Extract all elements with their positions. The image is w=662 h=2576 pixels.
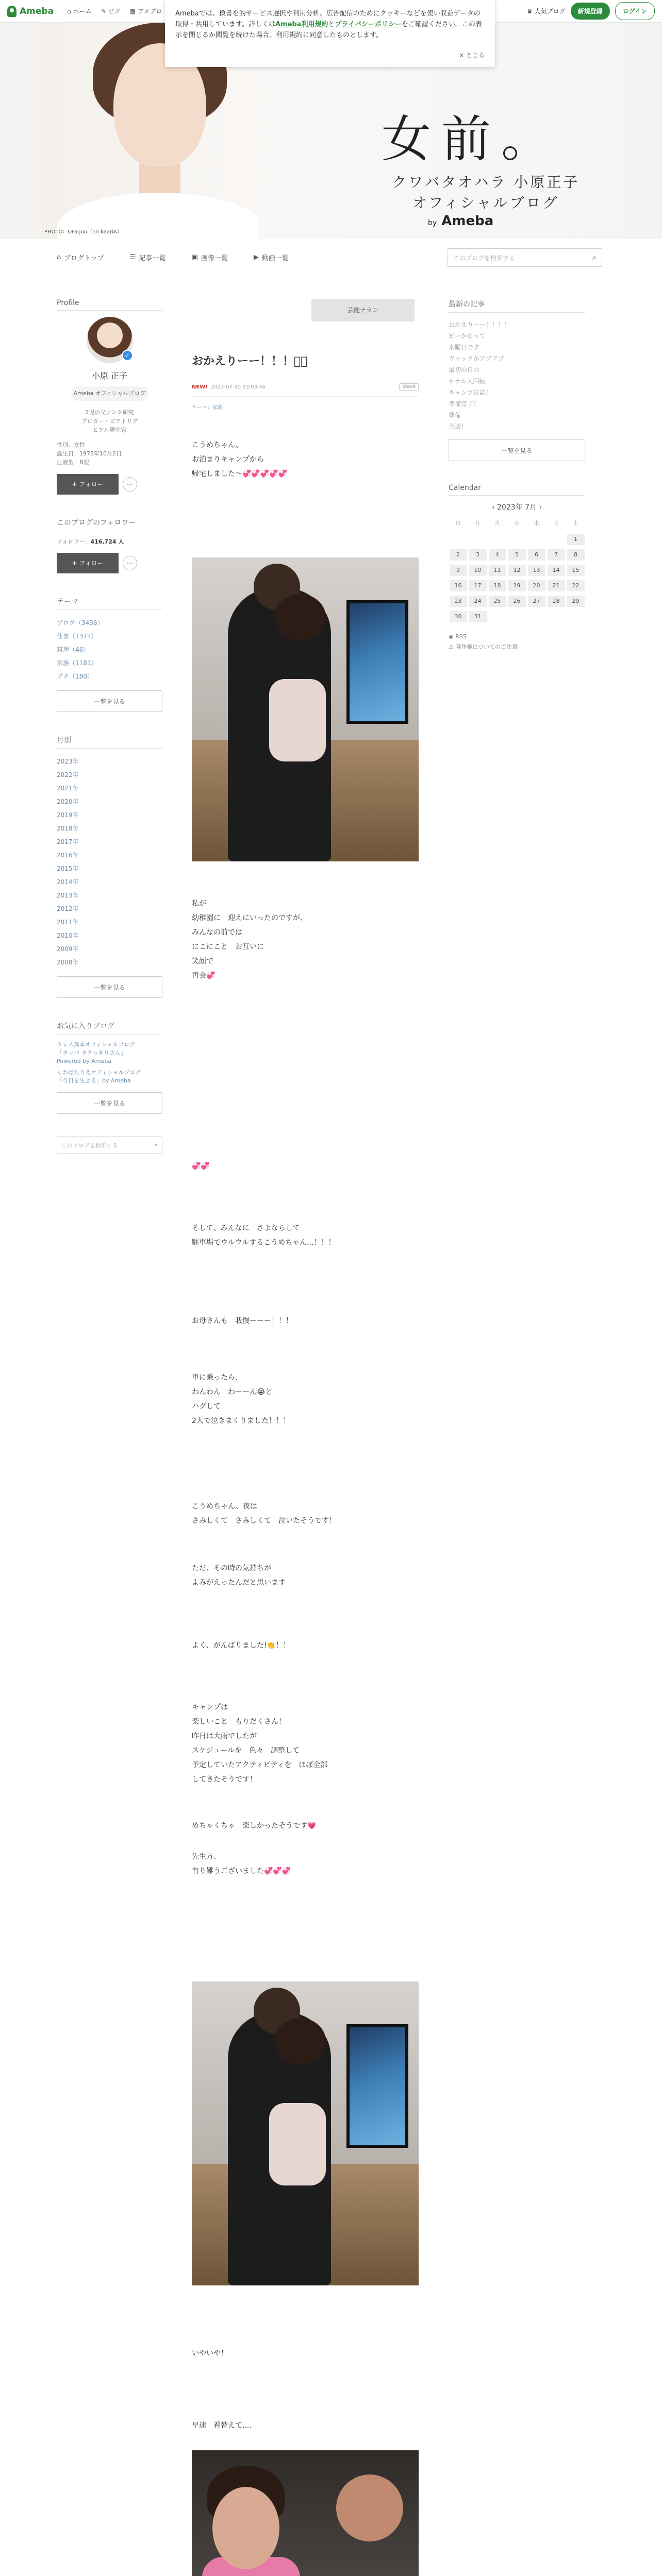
share-button[interactable]: Share xyxy=(399,383,419,391)
warning-icon: ⚠ xyxy=(449,643,456,650)
official-badge: Ameba オフィシャルブログ xyxy=(71,386,148,401)
calendar-day[interactable]: 20 xyxy=(528,580,545,591)
recent-link[interactable]: 水曜日です xyxy=(449,344,480,351)
profile-meta: 性別：女性 誕生日：1975年10月2日 血液型：B型 xyxy=(57,442,122,466)
archive-link[interactable]: 2016年 xyxy=(57,852,79,859)
calendar-day[interactable]: 7 xyxy=(548,549,565,561)
archive-link[interactable]: 2019年 xyxy=(57,811,79,819)
followers-heading: このブログのフォロワー xyxy=(57,517,162,531)
calendar-dow: 月 xyxy=(475,521,481,527)
calendar-day[interactable]: 29 xyxy=(567,596,585,607)
calendar-day[interactable]: 11 xyxy=(489,565,506,576)
theme-link[interactable]: 仕事（1371） xyxy=(57,633,97,640)
blog-top-link[interactable]: ⌂ ブログトップ xyxy=(57,253,104,262)
home-icon: ⌂ xyxy=(67,7,71,15)
archive-more-button[interactable]: 一覧を見る xyxy=(57,976,162,998)
archive-link[interactable]: 2011年 xyxy=(57,919,79,926)
post-text-block: お母さんも 我慢ーーー！！！ xyxy=(192,1317,293,1325)
archive-link[interactable]: 2020年 xyxy=(57,798,79,805)
search-icon[interactable]: ⌕ xyxy=(592,253,597,262)
archive-link[interactable]: 2015年 xyxy=(57,865,79,872)
recent-more-button[interactable]: 一覧を見る xyxy=(449,439,585,461)
archive-link[interactable]: 2012年 xyxy=(57,905,79,912)
post-text-block: こうめちゃん、 お泊まりキャンプから 帰宅しました〜💞💞💞💞💞 xyxy=(192,441,288,478)
calendar-day[interactable]: 13 xyxy=(528,565,545,576)
post-title[interactable]: おかえりーー！！！！🏾 xyxy=(192,355,308,368)
calendar-day xyxy=(508,611,526,622)
calendar-day[interactable]: 17 xyxy=(469,580,487,591)
calendar-heading: Calendar xyxy=(449,484,585,496)
calendar-day xyxy=(489,534,506,545)
calendar-day[interactable]: 1 xyxy=(567,534,585,545)
calendar-day xyxy=(548,611,565,622)
calendar-day[interactable]: 22 xyxy=(567,580,585,591)
calendar-dow: 日 xyxy=(455,521,461,527)
calendar-day xyxy=(508,534,526,545)
post-date: 2023-07-30 23:03:46 xyxy=(210,384,266,390)
more-options-icon[interactable]: ⋯ xyxy=(123,556,137,570)
calendar-day[interactable]: 10 xyxy=(469,565,487,576)
calendar-day[interactable]: 9 xyxy=(450,565,467,576)
image-list-link[interactable]: ▣ 画像一覧 xyxy=(191,253,228,262)
photo-credit: PHOTO：OFaguu（nn kaoriA） xyxy=(44,229,122,235)
archive-link[interactable]: 2008年 xyxy=(57,959,79,966)
recent-link[interactable]: ピーかなって xyxy=(449,332,486,340)
recent-link[interactable]: 準備完了！ xyxy=(449,400,480,408)
calendar-day[interactable]: 28 xyxy=(548,596,565,607)
calendar-day xyxy=(469,534,487,545)
ameba-logo[interactable] xyxy=(7,6,54,17)
cookie-close-button[interactable]: × とじる xyxy=(459,52,485,59)
archive-link[interactable]: 2013年 xyxy=(57,892,79,899)
post-photo[interactable] xyxy=(192,2450,419,2576)
next-month-icon[interactable]: › xyxy=(537,503,542,512)
signup-button[interactable]: 新規登録 xyxy=(571,3,610,20)
recent-heading: 最新の記事 xyxy=(449,299,585,313)
blog-nav xyxy=(0,239,662,276)
archive-link[interactable]: 2017年 xyxy=(57,838,79,845)
archive-list xyxy=(57,755,162,969)
post-photo[interactable] xyxy=(192,557,419,861)
theme-link[interactable]: 料理（46） xyxy=(57,646,90,653)
account-area xyxy=(527,2,655,20)
calendar-day xyxy=(489,611,506,622)
calendar-day[interactable]: 25 xyxy=(489,596,506,607)
calendar-day[interactable]: 19 xyxy=(508,580,526,591)
theme-link[interactable]: プチ（180） xyxy=(57,673,93,680)
post-text-block: 早速 着替えて.... xyxy=(192,2421,252,2430)
themes-heading: テーマ xyxy=(57,596,162,610)
calendar-day[interactable]: 23 xyxy=(450,596,467,607)
follow-button-2[interactable]: + フォロー xyxy=(57,553,119,573)
logo-text: Ameba xyxy=(20,6,54,16)
archive-link[interactable]: 2021年 xyxy=(57,785,79,792)
calendar-day[interactable]: 5 xyxy=(508,549,526,561)
rss-block xyxy=(449,632,585,652)
calendar-day[interactable]: 4 xyxy=(489,549,506,561)
recent-link[interactable]: キャンプ日誌！ xyxy=(449,389,492,396)
calendar-day[interactable]: 24 xyxy=(469,596,487,607)
post-meta xyxy=(192,384,419,397)
calendar-grid xyxy=(449,518,585,622)
calendar-day[interactable]: 8 xyxy=(567,549,585,561)
post-text-block: よく、がんばりました!👏！！ xyxy=(192,1641,290,1650)
post-text-block: こうめちゃん、夜は さみしくて さみしくて 泣いたそうです！ xyxy=(192,1502,336,1525)
post-text-block: ただ、その時の気持ちが よみがえったんだと思います xyxy=(192,1564,286,1587)
profile-name[interactable]: 小原 正子 xyxy=(91,371,128,381)
calendar-day xyxy=(528,611,545,622)
avatar[interactable] xyxy=(87,317,133,363)
follow-button[interactable]: + フォロー xyxy=(57,474,119,495)
calendar-month: ‹ 2023年 7月 › xyxy=(491,503,542,512)
ameba-logo-icon xyxy=(7,6,16,17)
calendar-day xyxy=(567,611,585,622)
theme-link[interactable]: 家族（1181） xyxy=(57,659,97,667)
post-text-block: 💞💞 xyxy=(192,1162,210,1171)
calendar-day xyxy=(450,534,467,545)
favorites-heading: お気に入りブログ xyxy=(57,1021,162,1035)
calendar-day[interactable]: 30 xyxy=(450,611,467,622)
calendar-day[interactable]: 2 xyxy=(450,549,467,561)
by-ameba: by Ameba xyxy=(428,213,494,229)
calendar-day[interactable]: 14 xyxy=(548,565,565,576)
blog-subtitle: クワバタオハラ 小原正子 xyxy=(392,174,580,191)
post-text-block: 車に乗ったら、 わんわん わーーん😭と ハグして 2人で泣きまくりました！！！ xyxy=(192,1374,290,1425)
verified-icon: ✓ xyxy=(122,350,133,361)
calendar-day[interactable]: 6 xyxy=(528,549,545,561)
pen-icon: ✎ xyxy=(101,7,106,15)
post-photo[interactable] xyxy=(192,1981,419,2285)
post-text-block: そして、みんなに さよならして 駐車場でウルウルするこうめちゃん...！！！ xyxy=(192,1224,336,1247)
app-icon: ▦ xyxy=(129,7,136,15)
favorite-blog-link[interactable]: くわばたりえオフィシャルブログ 「今日を生きる」by Ameba xyxy=(57,1069,141,1084)
calendar-day[interactable]: 21 xyxy=(548,580,565,591)
calendar-day[interactable]: 15 xyxy=(567,565,585,576)
recent-link[interactable]: 最初の日の xyxy=(449,366,480,374)
favorite-blog-link[interactable]: タレス真本オフィシャルブログ 「タッパ タクっきりさん」 Powered by Ameba xyxy=(57,1041,136,1064)
theme-button[interactable]: 芸能ナラン xyxy=(311,299,415,321)
theme-link[interactable]: ブログ（3436） xyxy=(57,619,104,626)
recent-link[interactable]: 今週！ xyxy=(449,423,468,430)
archive-link[interactable]: 2022年 xyxy=(57,771,79,778)
archive-heading: 月別 xyxy=(57,735,162,749)
themes-more-button[interactable]: 一覧を見る xyxy=(57,690,162,712)
nav-pigg[interactable]: ✎ ピグ xyxy=(101,7,121,15)
global-nav xyxy=(67,7,162,15)
image-icon: ▣ xyxy=(191,253,198,261)
archive-link[interactable]: 2023年 xyxy=(57,758,79,765)
left-sidebar xyxy=(57,299,162,1154)
post-text-block: 先生方、 有り難うございました💞💞💞 xyxy=(192,1853,291,1875)
new-badge: NEW! xyxy=(192,384,208,390)
calendar-day[interactable]: 26 xyxy=(508,596,526,607)
post-text-block: めちゃくちゃ 楽しかったそうです💗 xyxy=(192,1822,317,1830)
search-icon[interactable]: ⌕ xyxy=(154,1142,158,1148)
home-icon: ⌂ xyxy=(57,253,61,261)
calendar-dow: 水 xyxy=(514,521,520,527)
calendar-day[interactable]: 16 xyxy=(450,580,467,591)
nav-amepro[interactable]: ▦ アメプロ xyxy=(129,7,162,15)
copyright-link[interactable]: ⚠ 著作権についてのご注意 xyxy=(449,643,518,650)
cookie-notice: Amebaでは、換書を的サービス選択や利用分析、広告配信のためにクッキーなどを使い収益データの取得・共用しています。詳しくはAmeba利用規約とプライバシーポリシーをご確認ください。この表示を閉じるか閲覧を続けた場合、利用規約に同意したものとします。 × とじる xyxy=(165,0,495,67)
favorites-more-button[interactable]: 一覧を見る xyxy=(57,1092,162,1114)
post-text-block: いやいや！ xyxy=(192,2349,228,2358)
calendar-day[interactable]: 31 xyxy=(469,611,487,622)
calendar-day[interactable]: 27 xyxy=(528,596,545,607)
sidebar-search-input[interactable]: このブログを検索する ⌕ xyxy=(57,1137,162,1154)
recent-list xyxy=(449,319,585,432)
terms-link[interactable]: Ameba利用規約 xyxy=(275,21,328,28)
prev-month-icon[interactable]: ‹ xyxy=(491,503,497,512)
post-theme-link[interactable]: 家族 xyxy=(212,405,223,411)
list-icon: ☰ xyxy=(129,253,136,261)
video-icon: ▶ xyxy=(253,253,259,261)
recent-link[interactable]: ホテル大回転 xyxy=(449,378,486,385)
recent-link[interactable]: おかえりーー！！！！ xyxy=(449,321,511,328)
blog-search-input[interactable]: このブログを検索する ⌕ xyxy=(448,248,602,267)
archive-link[interactable]: 2010年 xyxy=(57,932,79,939)
privacy-link[interactable]: プライバシーポリシー xyxy=(335,21,402,28)
post-theme: テーマ：家族 xyxy=(192,405,223,411)
rss-link[interactable]: ◉ RSS xyxy=(449,633,467,640)
more-options-icon[interactable]: ⋯ xyxy=(123,477,137,492)
blog-subtitle-2: オフィシャルブログ xyxy=(412,194,559,211)
calendar-day[interactable]: 18 xyxy=(489,580,506,591)
calendar-dow: 火 xyxy=(494,521,500,527)
nav-home[interactable]: ⌂ ホーム xyxy=(67,7,92,15)
login-button[interactable]: ログイン xyxy=(615,2,655,20)
entry-list-link[interactable]: ☰ 記事一覧 xyxy=(129,253,166,262)
rss-icon: ◉ xyxy=(449,633,456,640)
recent-link[interactable]: ヴァックかアブアブ xyxy=(449,355,504,362)
video-list-link[interactable]: ▶ 動画一覧 xyxy=(253,253,289,262)
archive-link[interactable]: 2009年 xyxy=(57,945,79,953)
popular-blogs-link[interactable]: ♛ 人気ブログ xyxy=(526,8,566,15)
follower-count: フォロワー：416,724 人 xyxy=(57,538,124,545)
calendar-dow: 金 xyxy=(553,521,559,527)
calendar-day xyxy=(528,534,545,545)
post-text-block: キャンプは 楽しいこと もりだくさん！ 昨日は大雨でしたが スケジュールを 色々 調整して 予定していたアクティビティを ほぼ全部 してきたそうです！ xyxy=(192,1703,328,1784)
blog-title: 女前。 xyxy=(382,110,561,168)
post-text-block: 私が 幼稚園に 迎えにいったのですが、 みんなの前では にこにこと お互いに 笑顔で 再会💞 xyxy=(192,900,307,980)
right-sidebar xyxy=(449,299,585,652)
profile-heading: Profile xyxy=(57,299,162,311)
recent-link[interactable]: 準備 xyxy=(449,412,461,419)
archive-link[interactable]: 2018年 xyxy=(57,825,79,832)
calendar-day[interactable]: 12 xyxy=(508,565,526,576)
archive-link[interactable]: 2014年 xyxy=(57,878,79,886)
profile-description: 2児の父ナンタ研究 ブロガー・ピアトリグ ヒアル研究家 xyxy=(81,409,138,433)
calendar-day xyxy=(548,534,565,545)
calendar-day[interactable]: 3 xyxy=(469,549,487,561)
theme-list xyxy=(57,616,162,683)
calendar-dow: 土 xyxy=(573,521,578,527)
calendar-dow: 木 xyxy=(534,521,539,527)
